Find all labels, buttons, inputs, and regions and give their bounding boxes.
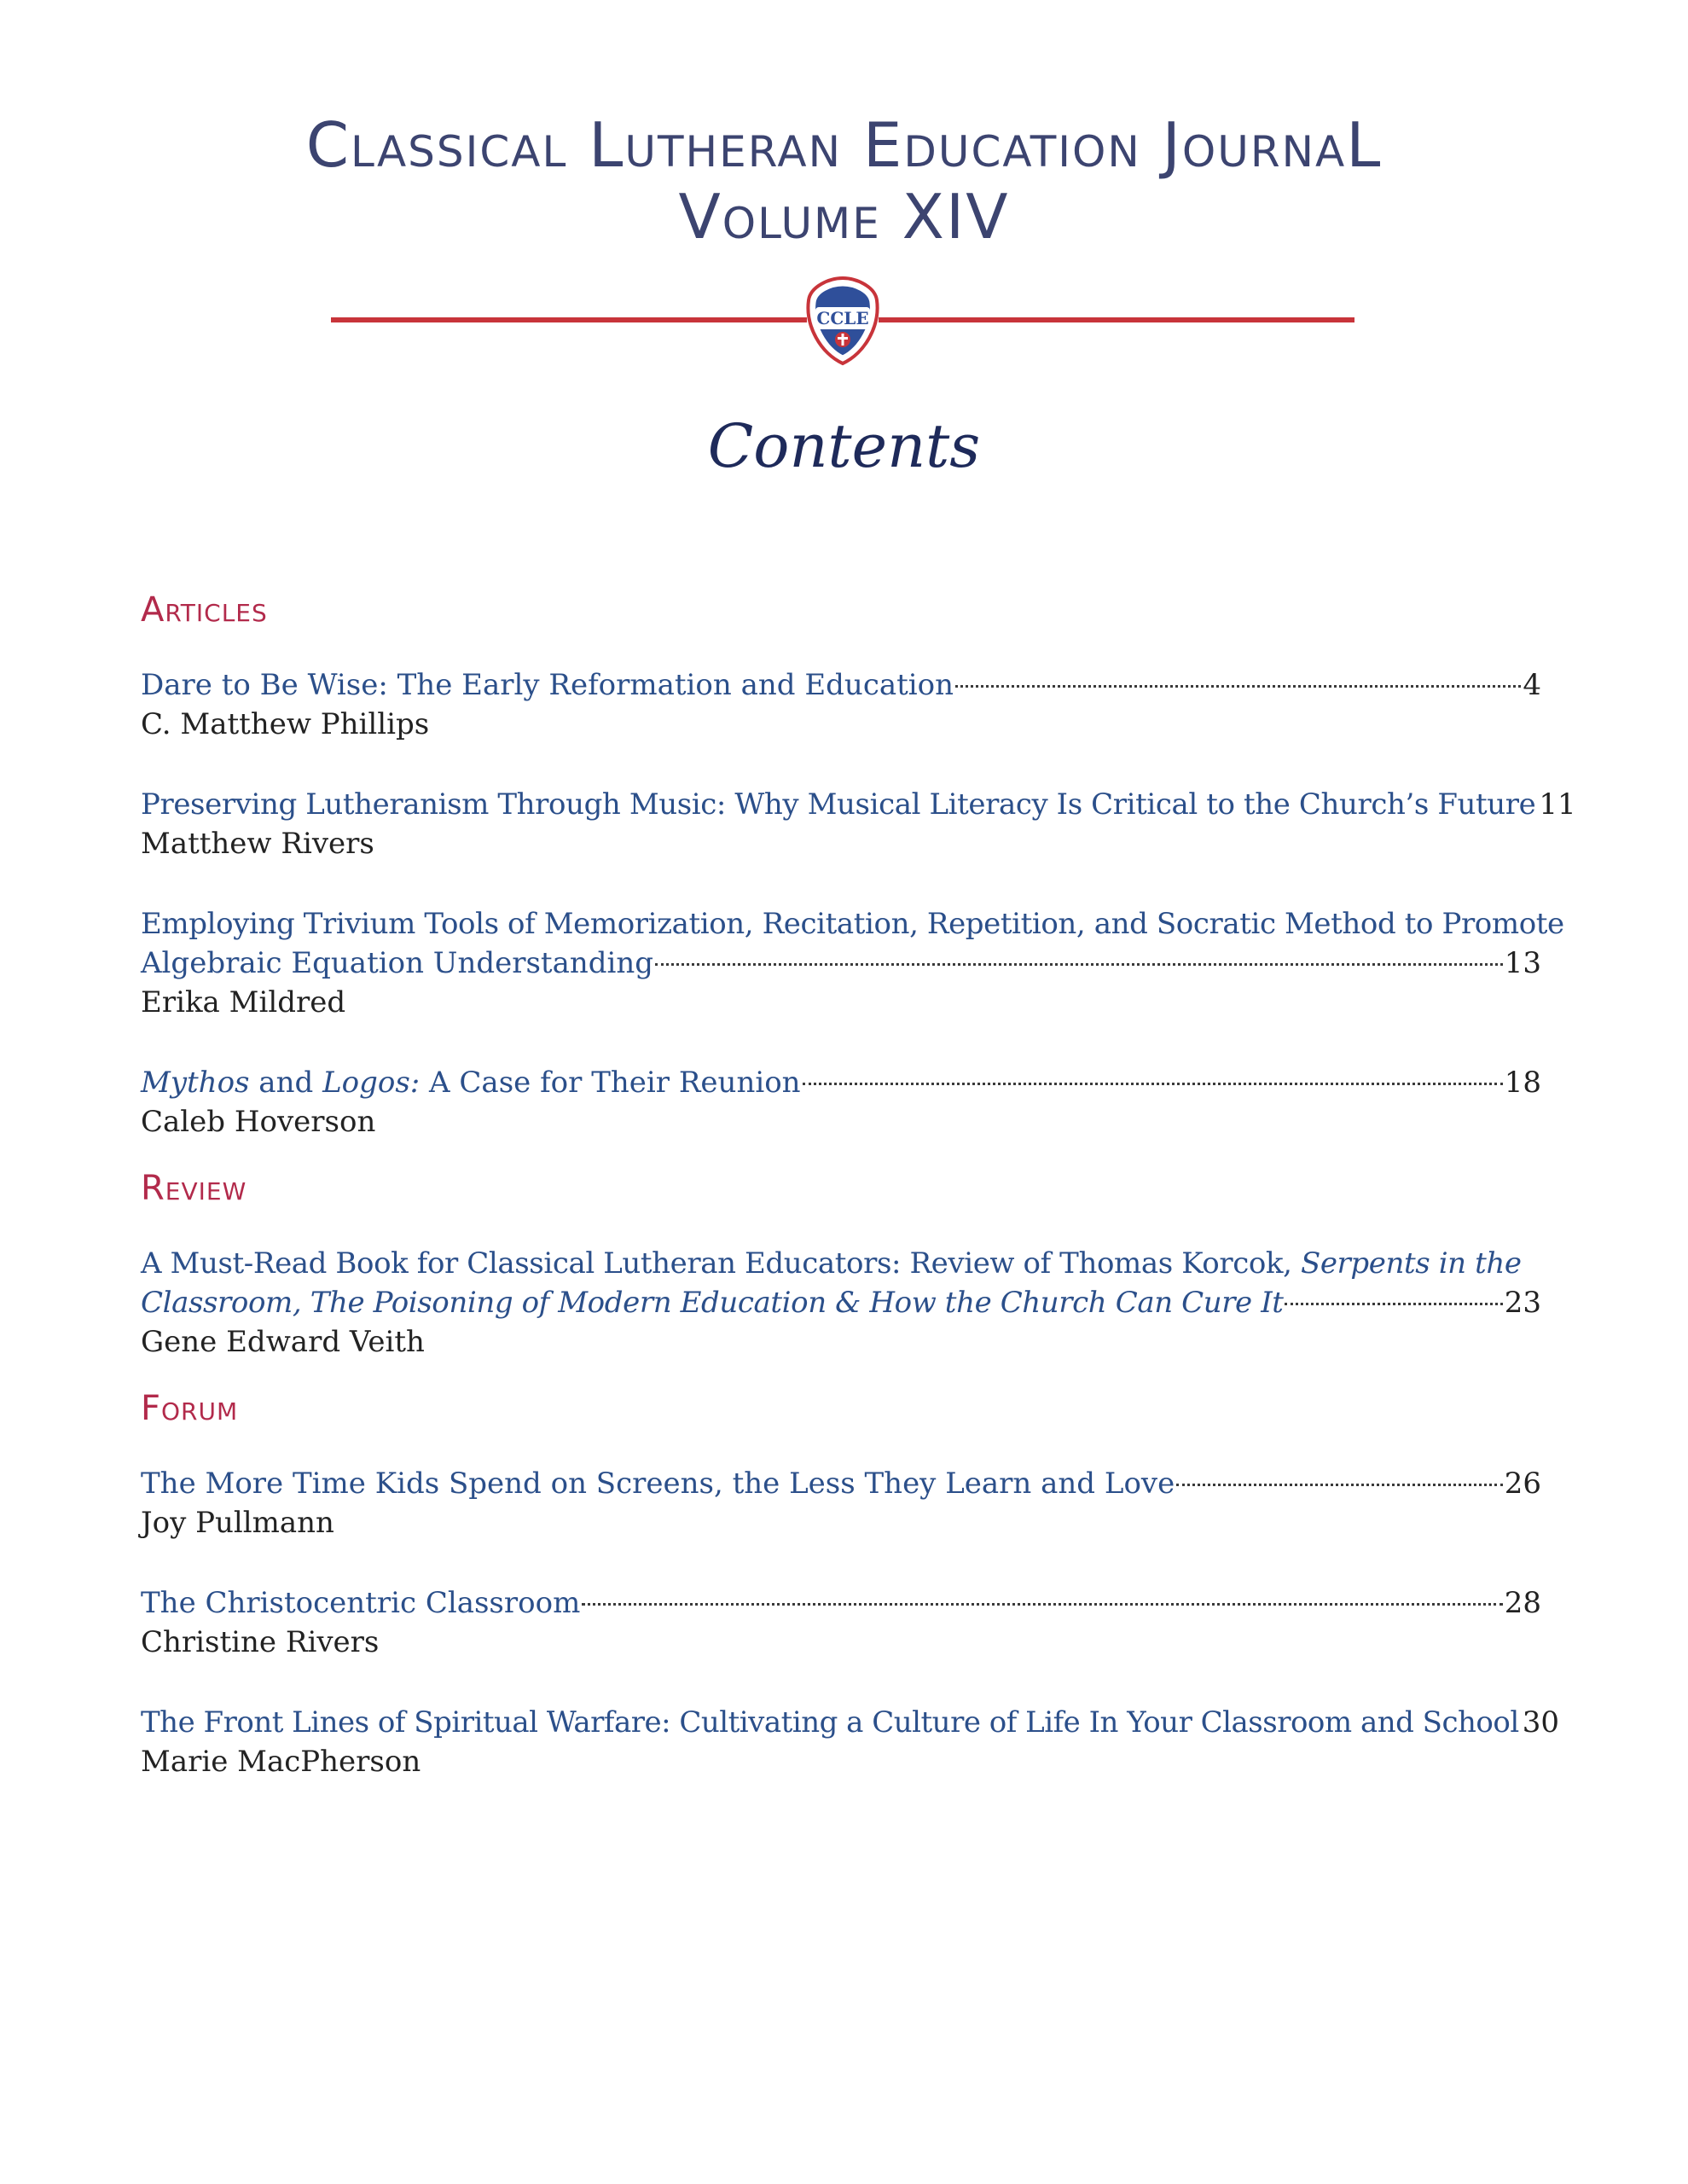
entry-title[interactable]: The More Time Kids Spend on Screens, the Less They Learn and Love (141, 1467, 1175, 1501)
journal-title-line-2: Volume XIV (678, 181, 1010, 253)
toc-entry[interactable] (141, 785, 1576, 863)
section-heading-review: Review (141, 1169, 247, 1208)
toc-entry[interactable] (141, 665, 1541, 744)
entry-title-line[interactable] (141, 665, 1541, 705)
entry-title-plain: A Must-Read Book for Classical Lutheran Educators: Review of Thomas Korcok, (141, 1246, 1301, 1281)
entry-title-italic-mythos: Mythos (141, 1066, 250, 1100)
entry-title-line[interactable] (141, 785, 1576, 824)
entry-author: Erika Mildred (141, 985, 346, 1019)
journal-title (0, 109, 1688, 253)
entry-author: Christine Rivers (141, 1625, 380, 1659)
contents-heading: Contents (707, 411, 981, 481)
entry-title-line[interactable] (141, 1464, 1541, 1503)
entry-author: C. Matthew Phillips (141, 707, 430, 741)
dot-leader (582, 1603, 1502, 1606)
toc-entry[interactable] (141, 1464, 1541, 1542)
dot-leader (955, 685, 1521, 688)
entry-title-line[interactable] (141, 1283, 1541, 1322)
dot-leader (803, 1083, 1503, 1085)
entry-title-line[interactable] (141, 1063, 1541, 1102)
entry-author: Caleb Hoverson (141, 1105, 376, 1139)
dot-leader (655, 963, 1503, 966)
dot-leader (1176, 1484, 1502, 1486)
toc-entry[interactable] (141, 904, 1564, 1022)
entry-title-rest: A Case for Their Reunion (420, 1066, 801, 1100)
divider-rule-left (331, 317, 807, 322)
entry-title-line-1[interactable]: Employing Trivium Tools of Memorization, Recitation, Repetition, and Socratic Method to Promote (141, 907, 1564, 941)
entry-title-line-2[interactable]: Algebraic Equation Understanding (141, 946, 654, 980)
entry-page-number: 23 (1504, 1286, 1541, 1320)
entry-title[interactable]: Preserving Lutheranism Through Music: Why Musical Literacy Is Critical to the Church’s Future (141, 787, 1536, 822)
entry-title[interactable]: The Christocentric Classroom (141, 1586, 581, 1620)
toc-entry[interactable] (141, 1583, 1541, 1662)
entry-page-number: 4 (1523, 668, 1541, 702)
toc-entry[interactable] (141, 1244, 1541, 1362)
entry-author: Matthew Rivers (141, 827, 374, 861)
entry-title-italic: Serpents in the (1300, 1246, 1522, 1281)
entry-title[interactable] (141, 1063, 801, 1102)
table-of-contents (141, 589, 1576, 1781)
toc-entry[interactable] (141, 1063, 1541, 1141)
entry-title-line[interactable] (141, 944, 1541, 983)
entry-author: Marie MacPherson (141, 1745, 421, 1779)
entry-page-number: 13 (1504, 946, 1541, 980)
entry-page-number: 11 (1539, 787, 1576, 822)
entry-title-line[interactable] (141, 1703, 1559, 1742)
entry-title-line[interactable] (141, 1583, 1541, 1623)
entry-title-line-2[interactable]: Classroom, The Poisoning of Modern Education & How the Church Can Cure It (141, 1286, 1284, 1320)
divider-rule-right (879, 317, 1354, 322)
entry-title-line-1[interactable] (141, 1244, 1541, 1283)
seal-lettering: CCLE (816, 308, 869, 328)
section-heading-articles: Articles (141, 590, 268, 630)
dot-leader (1285, 1303, 1502, 1305)
title-divider (331, 275, 1354, 369)
entry-page-number: 26 (1504, 1467, 1541, 1501)
entry-title-and: and (249, 1066, 323, 1100)
entry-page-number: 28 (1504, 1586, 1541, 1620)
entry-title[interactable]: Dare to Be Wise: The Early Reformation and Education (141, 668, 954, 702)
entry-page-number: 30 (1522, 1705, 1559, 1740)
section-heading-forum: Forum (141, 1389, 239, 1428)
entry-title-italic-logos: Logos: (322, 1066, 421, 1100)
entry-page-number: 18 (1504, 1066, 1541, 1100)
entry-author: Gene Edward Veith (141, 1325, 425, 1359)
toc-entry[interactable] (141, 1703, 1559, 1781)
ccle-seal-logo (803, 275, 882, 367)
entry-author: Joy Pullmann (141, 1506, 334, 1540)
journal-title-line-1: Classical Lutheran Education JournaL (305, 109, 1383, 181)
entry-title[interactable]: The Front Lines of Spiritual Warfare: Cultivating a Culture of Life In Your Classroom and School (141, 1705, 1519, 1740)
